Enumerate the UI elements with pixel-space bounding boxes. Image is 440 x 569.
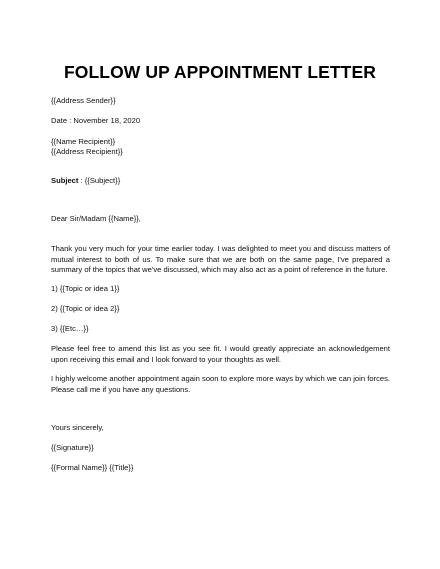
- salutation: Dear Sir/Madam {{Name}},: [51, 214, 141, 223]
- address-sender: {{Address Sender}}: [51, 96, 116, 105]
- topic-item-1: 1) {{Topic or idea 1}}: [51, 284, 120, 293]
- date-line: Date : November 18, 2020: [51, 116, 141, 125]
- paragraph-appointment: I highly welcome another appointment again soon to explore more ways by which we can join forces. Please call me if you have any questions.: [51, 374, 390, 394]
- name-recipient: {{Name Recipient}}: [51, 137, 116, 146]
- signature: {{Signature}}: [51, 443, 94, 452]
- formal-name-title: {{Formal Name}} {{Title}}: [51, 463, 134, 472]
- subject-value: : {{Subject}}: [78, 176, 121, 185]
- paragraph-amend: Please feel free to amend this list as you see fit. I would greatly appreciate an acknowledgement upon receiving this email and I look forward to your thoughts as well.: [51, 344, 390, 364]
- topic-item-2: 2) {{Topic or idea 2}}: [51, 304, 120, 313]
- address-recipient: {{Address Recipient}}: [51, 147, 123, 156]
- topic-item-3: 3) {{Etc…}}: [51, 324, 89, 333]
- subject-line: [51, 176, 120, 186]
- letter-title: FOLLOW UP APPOINTMENT LETTER: [64, 62, 376, 82]
- subject-label: Subject: [51, 176, 79, 185]
- paragraph-intro: Thank you very much for your time earlier today. I was delighted to meet you and discuss matters of mutual interest to both of us. To make sure that we are both on the same page, I've prepared a summary of the topics that we've discussed, which may also act as a point of reference in the future.: [51, 244, 390, 274]
- closing: Yours sincerely,: [51, 423, 104, 432]
